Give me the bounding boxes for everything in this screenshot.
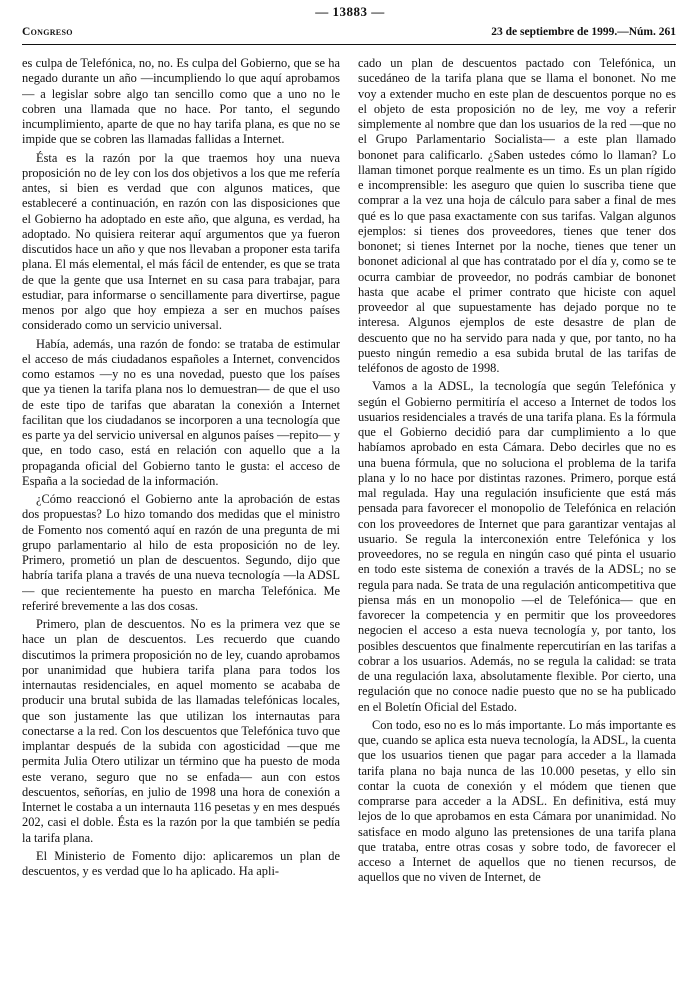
paragraph: ¿Cómo reaccionó el Gobierno ante la aprobación de estas dos propuestas? Lo hizo tomando dos medidas que el ministro de Fomento nos comentó aquí en razón de una pregunta de mi grupo parlamentario al hilo de esta proposición no de ley. Primero, prometió un plan de descuentos. Segundo, dijo que habría tarifa plana a través de una nueva tecnología —la ADSL— que recientemente ha puesto en marcha Telefónica. Me referiré brevemente a las dos cosas. bbox=[22, 492, 340, 613]
paragraph: Vamos a la ADSL, la tecnología que según Telefónica y según el Gobierno permitiría el acceso a Internet de todos los usuarios residenciales a través de una tarifa plana. Es la fórmula que el Gobierno decidió para dar cumplimiento a lo que habíamos aprobado en esta Cámara. Debo decirles que no es una buena fórmula, que no soluciona el problema de la tarifa plana y lo no hace por distintas razones. Primero, porque está mal regulada. Hay una regulación insuficiente que está más pensada para favorecer el monopolio de Telefónica en relación con los proveedores de Internet que para garantizar ventajas al usuario. Se regula la interconexión entre Telefónica y los proveedores, no se regula en ningún caso qué pinta el usuario en todo este sistema de conexión a través de la ADSL; no se regula para nada. Se trata de una regulación anticompetitiva que piensa más en un monopolio —el de Telefónica— que en favorecer la competencia y en permitir que los proveedores negocien el acceso a esta nueva tecnología y, por tanto, los posibles descuentos que finalmente repercutirían en las tarifas a cobrar a los usuarios. Además, no se regula la calidad: se trata de una regulación laxa, absolutamente flexible. Por cierto, una regulación que no conoce nadie puesto que no se ha publicado en el Boletín Oficial del Estado. bbox=[358, 379, 676, 714]
running-head bbox=[22, 26, 676, 44]
paragraph: cado un plan de descuentos pactado con Telefónica, un sucedáneo de la tarifa plana que se llama el bononet. No me voy a extender mucho en este plan de descuentos porque no es el objeto de esta proposición no de ley, me voy a referir simplemente al nombre que dan los usuarios de la red —que no el Grupo Parlamentario Socialista— a este plan llamado bononet para calificarlo. ¿Saben ustedes cómo lo llaman? Lo llaman timonet porque realmente es un timo. Es un plan rígido e incomprensible: les aseguro que quien lo suscriba tiene que comprar a la vez una hoja de cálculo para saber a final de mes qué es lo que pasa exactamente con sus tarifas. Valgan algunos ejemplos: si tienes dos proveedores, tienes que tener dos bononet; si tienes Internet por la noche, tienes que tener un bononet adicional al que has contratado por el día y, como se te ocurra cambiar de proveedor, no podrás cambiar de bononet hasta que acabe el primer contrato que hiciste con aquel proveedor al que supuestamente has dejado porque no te interesa. Algunos ejemplos de este desastre de plan de descuento que no ha servido para nada y que, por tanto, no ha puesto ningún remedio a esa subida brutal de las tarifas de teléfonos de agosto de 1998. bbox=[358, 56, 676, 375]
left-column bbox=[22, 56, 340, 988]
paragraph: es culpa de Telefónica, no, no. Es culpa del Gobierno, que se ha negado durante un año —incumpliendo lo que aquí aprobamos— a legislar sobre algo tan sencillo como que a uno no le cobren una llamada que no hace. Por tanto, el segundo incumplimiento, aparte de que no hay tarifa plana, es que no se impide que se cobren las llamadas fallidas a Internet. bbox=[22, 56, 340, 147]
date-and-issue-number: 23 de septiembre de 1999.—Núm. 261 bbox=[491, 26, 676, 38]
right-column bbox=[358, 56, 676, 988]
paragraph: El Ministerio de Fomento dijo: aplicaremos un plan de descuentos, y es verdad que lo ha aplicado. Ha apli- bbox=[22, 848, 340, 878]
paragraph: Había, además, una razón de fondo: se trataba de estimular el acceso de más ciudadanos españoles a Internet, convencidos como estamos —y no es una novedad, puesto que los países que ya tienen la tarifa plana nos lo demuestran— de que el uso de este tipo de tarifas que abaratan la conexión a Internet facilitan que los ciudadanos se incorporen a una tecnología que es parte ya del servicio universal en algunos países —repito— y que, en todo caso, está en relación con aquello que a la propaganda oficial del Gobierno tanto le gusta: el acceso de España a la sociedad de la información. bbox=[22, 336, 340, 488]
page-number: — 13883 — bbox=[315, 4, 385, 19]
paragraph: Primero, plan de descuentos. No es la primera vez que se hace un plan de descuentos. Les recuerdo que cuando discutimos la primera proposición no de ley, cuando aprobamos por unanimidad que hubiera tarifa plana para todos los internautas residenciales, en aquel momento se acababa de producir una brutal subida de las llamadas telefónicas locales, que son justamente las que utilizan los internautas para conectarse a la red. Con los descuentos que Telefónica tuvo que implantar después de la subida con agosticidad —que me permita Julia Otero utilizar un término que ha puesto de moda este verano, seguro que no se enfada— aun con estos descuentos, señorías, en julio de 1998 una hora de conexión a Internet le costaba a un internauta 116 pesetas y en mes después 202, casi el doble. Ésta es la razón por la que también se pedía la tarifa plana. bbox=[22, 617, 340, 845]
publication-name: Congreso bbox=[22, 26, 73, 38]
paragraph: Ésta es la razón por la que traemos hoy una nueva proposición no de ley con los dos objetivos a los que me refería antes, si bien es verdad que con algunos matices, que estableceré a continuación, en razón con las disposiciones que el Gobierno ha adoptado en este año, que alguna, es verdad, ha adoptado. No quisiera reiterar aquí argumentos que ya fueron discutidos hace un año y que nos llevaban a proponer esta tarifa plana. El más elemental, el más fácil de entender, es que se trata de que la gente que usa Internet en su casa para trabajar, para estudiar, para informarse o sencillamente para divertirse, pague menos por algo que hoy empieza a ser en muchos países considerado como un servicio universal. bbox=[22, 150, 340, 333]
header-rule bbox=[22, 44, 676, 45]
paragraph: Con todo, eso no es lo más importante. Lo más importante es que, cuando se aplica esta nueva tecnología, la ADSL, la cuenta que los usuarios tienen que pagar para acceder a la llamada tarifa plana no baja nunca de las 10.000 pesetas, y ello sin contar la cuota de conexión y el módem que tienen que comprarse para acceder a la ADSL. En definitiva, está muy lejos de lo que aprobamos en esta Cámara por unanimidad. No satisface en modo alguno las pretensiones de una tarifa plana que trataba, entre otras cosas y sobre todo, de favorecer el acceso a Internet de aquellos que no tienen recursos, de aquellos que no viven de Internet, de bbox=[358, 717, 676, 885]
